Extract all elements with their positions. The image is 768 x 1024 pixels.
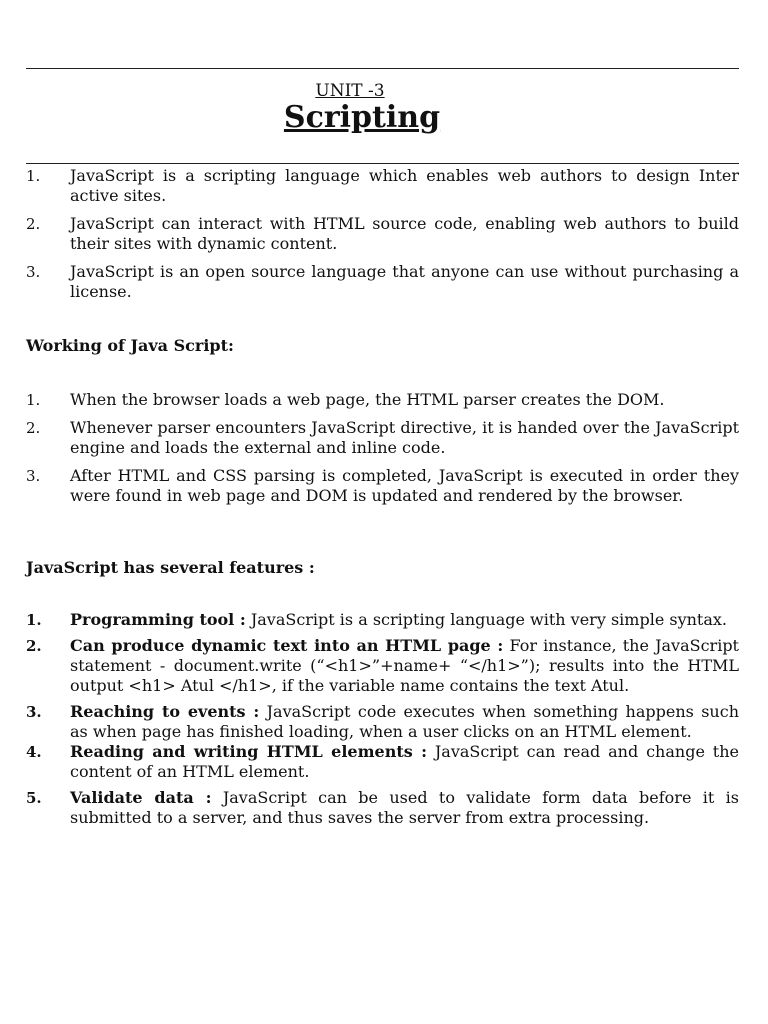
item-number: 2. <box>26 419 41 437</box>
item-text: JavaScript can read and change the content of an HTML element. <box>70 742 739 781</box>
working-list <box>26 390 739 506</box>
list-item <box>26 214 739 254</box>
feature-term: Programming tool : <box>70 610 246 629</box>
page-title: Scripting <box>283 100 441 135</box>
list-item <box>26 788 739 828</box>
list-item <box>26 610 739 630</box>
list-item <box>26 636 739 696</box>
features-list <box>26 610 739 828</box>
list-item <box>26 390 739 410</box>
item-number: 3. <box>26 263 41 281</box>
item-text: JavaScript is an open source language that anyone can use without purchasing a license. <box>70 262 739 301</box>
list-item <box>26 262 739 302</box>
list-item <box>26 702 739 742</box>
unit-label <box>0 81 700 101</box>
intro-list <box>26 166 739 302</box>
item-text: JavaScript is a scripting language which enables web authors to design Inter active sites. <box>70 166 739 205</box>
section-heading-features: JavaScript has several features : <box>26 558 315 577</box>
item-number: 5. <box>26 789 42 807</box>
item-text: Whenever parser encounters JavaScript directive, it is handed over the JavaScript engine and loads the external and inline code. <box>70 418 739 457</box>
list-item <box>26 418 739 458</box>
item-number: 3. <box>26 467 41 485</box>
item-text: For instance, the JavaScript statement - document.write (“<h1>”+name+ “</h1>”); results into the HTML output <h1> Atul </h1>, if the variable name contains the text Atul. <box>70 636 739 695</box>
section-heading-working: Working of Java Script: <box>26 336 234 355</box>
item-text: After HTML and CSS parsing is completed, JavaScript is executed in order they were found in web page and DOM is updated and rendered by the browser. <box>70 466 739 505</box>
item-text: When the browser loads a web page, the HTML parser creates the DOM. <box>70 390 665 409</box>
item-text: JavaScript code executes when something happens such as when page has finished loading, when a user clicks on an HTML element. <box>70 702 740 741</box>
unit-text: UNIT -3 <box>315 81 385 101</box>
item-text: JavaScript can be used to validate form data before it is submitted to a server, and thus saves the server from extra processing. <box>70 788 740 827</box>
feature-term: Reading and writing HTML elements : <box>70 742 427 761</box>
item-number: 1. <box>26 167 41 185</box>
list-item <box>26 166 739 206</box>
feature-term: Can produce dynamic text into an HTML page : <box>70 636 504 655</box>
item-number: 1. <box>26 391 41 409</box>
list-item <box>26 466 739 506</box>
feature-term: Validate data : <box>70 788 212 807</box>
feature-term: Reaching to events : <box>70 702 260 721</box>
item-number: 4. <box>26 743 42 761</box>
item-number: 3. <box>26 703 42 721</box>
item-number: 2. <box>26 637 42 655</box>
item-text: JavaScript can interact with HTML source code, enabling web authors to build their sites with dynamic content. <box>70 214 739 253</box>
title-rule <box>26 163 739 164</box>
list-item <box>26 742 739 782</box>
item-text: JavaScript is a scripting language with very simple syntax. <box>245 610 727 629</box>
item-number: 1. <box>26 611 42 629</box>
item-number: 2. <box>26 215 41 233</box>
top-rule <box>26 68 739 69</box>
